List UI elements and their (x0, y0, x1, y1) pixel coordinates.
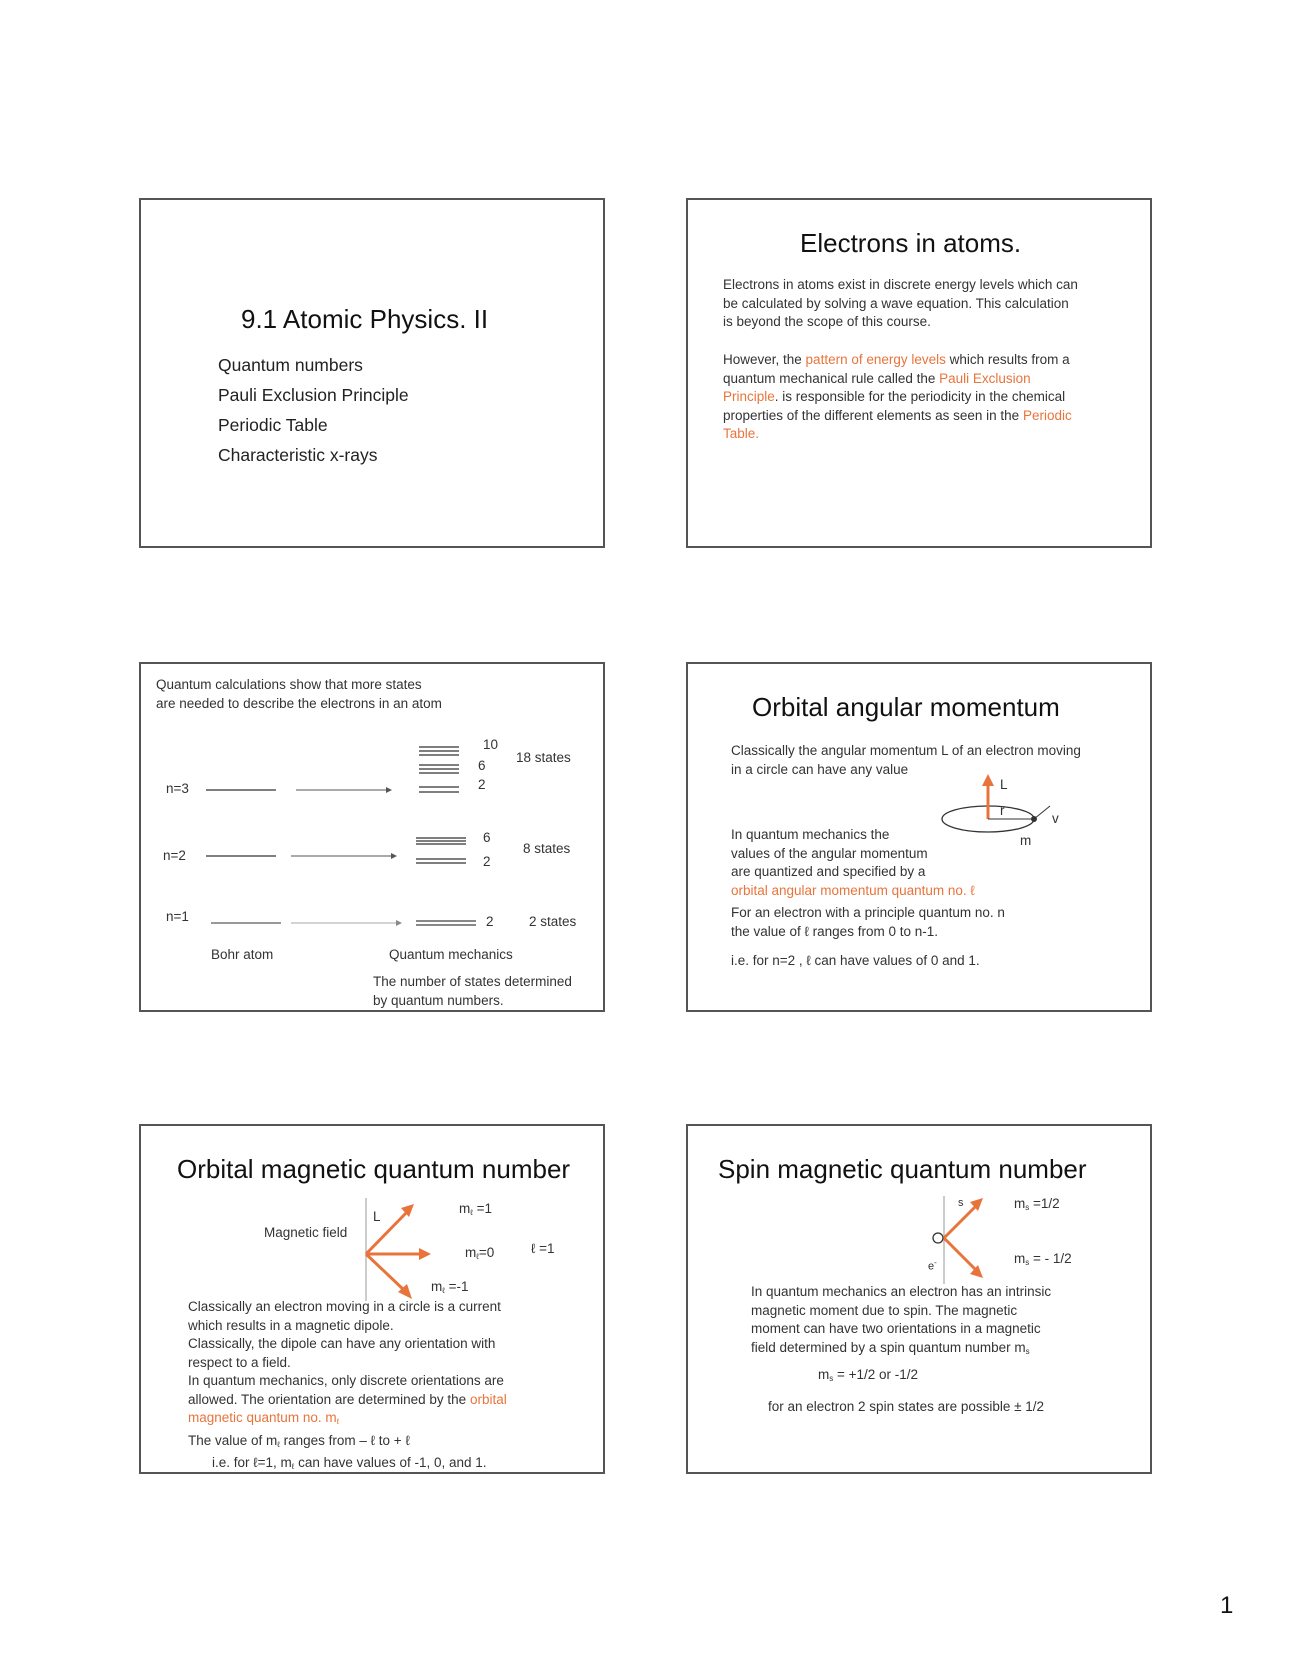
states-label: 18 states (516, 750, 571, 765)
text: However, the (723, 352, 806, 367)
text-line: in a circle can have any value (731, 761, 909, 777)
text-line (188, 1432, 507, 1455)
subscript: ℓ (470, 1208, 473, 1217)
text-line: In quantum mechanics the (731, 827, 890, 842)
diagram-label (928, 1254, 937, 1276)
text: =0 (478, 1245, 495, 1260)
text: =1/2 (1029, 1196, 1060, 1211)
diagram-label: L (1000, 777, 1008, 792)
paragraph (751, 1283, 1051, 1361)
states-label: 2 states (529, 914, 577, 929)
text-line: which results in a magnetic dipole. (188, 1317, 394, 1333)
caption: Quantum mechanics (389, 947, 513, 962)
text: properties of the different elements as seen in the (723, 407, 1023, 423)
spin-down-arrow (944, 1238, 976, 1270)
slide-title: Orbital angular momentum (752, 692, 1060, 722)
topic-item: Pauli Exclusion Principle (218, 385, 409, 405)
page-number: 1 (1220, 1592, 1234, 1619)
text: =1 (472, 1201, 492, 1216)
text-line: by quantum numbers. (373, 992, 504, 1008)
l-value-label: ℓ =1 (531, 1241, 555, 1256)
text-line: are quantized and specified by a (731, 864, 926, 879)
paragraph (731, 904, 1005, 941)
arrowhead (419, 1248, 431, 1260)
text: = +1/2 or -1/2 (833, 1367, 919, 1382)
slide-5 (139, 1124, 605, 1474)
count-label: 2 (483, 854, 491, 869)
text: allowed. The orientation are determined by the (188, 1391, 470, 1407)
arrowhead (391, 853, 397, 859)
text-line (723, 388, 1072, 407)
count-label: 6 (483, 830, 491, 845)
diagram-label: v (1052, 811, 1059, 826)
count-label: 6 (478, 758, 486, 773)
ms-label (1014, 1250, 1072, 1273)
superscript: - (934, 1258, 937, 1267)
paragraph (731, 826, 975, 900)
arrowhead (396, 920, 402, 926)
example-text: i.e. for n=2 , ℓ can have values of 0 and 1. (731, 953, 980, 968)
paragraph (188, 1298, 507, 1474)
diagram-label: s (958, 1197, 964, 1209)
text-line (751, 1339, 1051, 1362)
text-line: Electrons in atoms exist in discrete energy levels which can (723, 277, 1078, 292)
states-text: for an electron 2 spin states are possible ± 1/2 (768, 1399, 1045, 1414)
diagram-label: r (1000, 803, 1005, 818)
slide-title: 9.1 Atomic Physics. II (241, 304, 489, 334)
topic-item: Characteristic x-rays (218, 445, 378, 465)
text-line: In quantum mechanics an electron has an intrinsic (751, 1284, 1052, 1299)
text-line: The number of states determined (373, 974, 572, 989)
subscript: ℓ (476, 1252, 479, 1261)
slide-title: Orbital magnetic quantum number (177, 1154, 571, 1184)
count-label: 10 (483, 737, 499, 752)
text-line: are needed to describe the electrons in an atom (156, 695, 442, 711)
highlight: orbital angular momentum quantum no. ℓ (731, 882, 975, 898)
ml-label (459, 1200, 492, 1223)
level-label: n=1 (166, 909, 189, 924)
text-line: Classically an electron moving in a circle is a current (188, 1299, 501, 1314)
electron-circle (933, 1233, 943, 1243)
subscript: s (1025, 1203, 1030, 1212)
text-line: is beyond the scope of this course. (723, 314, 931, 329)
text: can have values of -1, 0, and 1. (294, 1455, 487, 1470)
slide-title: Electrons in atoms. (800, 228, 1022, 258)
caption: Bohr atom (211, 947, 274, 962)
diagram-label: m (1020, 833, 1032, 848)
text: = - 1/2 (1029, 1251, 1072, 1266)
arrowhead (982, 774, 994, 786)
subscript: ℓ (277, 1439, 280, 1449)
topic-item: Quantum numbers (218, 355, 363, 375)
level-label: n=2 (163, 848, 186, 863)
highlight: magnetic quantum no. m (188, 1410, 337, 1425)
slide-title: Spin magnetic quantum number (718, 1154, 1087, 1184)
text-line (723, 370, 1072, 389)
text-line: In quantum mechanics, only discrete orientations are (188, 1373, 504, 1388)
text-line (723, 351, 1072, 370)
subscript: s (829, 1374, 834, 1383)
slide-3 (139, 662, 605, 1012)
ml-label (465, 1244, 494, 1267)
slide-1 (139, 198, 605, 548)
subscript: s (1025, 1346, 1030, 1356)
subscript: ℓ (336, 1417, 340, 1426)
paragraph (723, 276, 1078, 332)
slide-2 (686, 198, 1152, 548)
text-line: Quantum calculations show that more states (156, 677, 422, 692)
text: which results from a (945, 352, 1070, 367)
text: m (431, 1279, 443, 1294)
text-line: For an electron with a principle quantum no. n (731, 905, 1005, 920)
text-line: respect to a field. (188, 1354, 291, 1370)
ms-label (1014, 1195, 1060, 1218)
count-label: 2 (478, 777, 486, 792)
subscript: ℓ (442, 1286, 445, 1295)
highlight: orbital (469, 1391, 507, 1407)
ml-minus1-arrow (366, 1254, 405, 1291)
text: The value of m (188, 1432, 278, 1448)
text: m (465, 1245, 477, 1260)
text-line: Classically the angular momentum L of an electron moving (731, 743, 1081, 758)
field-label: Magnetic field (264, 1225, 348, 1240)
text: ranges from – ℓ to + ℓ (279, 1432, 410, 1448)
diagram-label: L (373, 1209, 381, 1224)
equation (818, 1366, 918, 1389)
subscript: ℓ (291, 1462, 295, 1471)
text: m (1014, 1251, 1026, 1266)
paragraph (723, 351, 1072, 444)
text: m (818, 1367, 830, 1382)
text: i.e. for ℓ=1, m (212, 1455, 292, 1470)
slide-4 (686, 662, 1152, 1012)
text-line: be calculated by solving a wave equation. This calculation (723, 295, 1069, 311)
text-line: Classically, the dipole can have any orientation with (188, 1336, 496, 1351)
highlight: Pauli Exclusion (939, 370, 1031, 386)
text-line (188, 1454, 507, 1474)
note-text (373, 973, 572, 1010)
highlight: Periodic (1022, 407, 1072, 423)
text: e (928, 1260, 935, 1273)
text-line: the value of ℓ ranges from 0 to n-1. (731, 923, 938, 939)
highlight: pattern of energy levels (805, 352, 946, 367)
states-label: 8 states (523, 841, 571, 856)
slide-6 (686, 1124, 1152, 1474)
text: . is responsible for the periodicity in the chemical (774, 389, 1066, 404)
velocity-arrow (1034, 806, 1050, 819)
count-label: 2 (486, 914, 494, 929)
text-line (723, 407, 1072, 426)
topic-item: Periodic Table (218, 415, 328, 435)
highlight: Principle (723, 389, 775, 404)
text: m (1014, 1196, 1026, 1211)
arrowhead (386, 787, 392, 793)
text-line: values of the angular momentum (731, 845, 928, 861)
text: field determined by a spin quantum number m (751, 1339, 1026, 1355)
text: quantum mechanical rule called the (723, 370, 940, 386)
subscript: s (1025, 1258, 1030, 1267)
text: =-1 (444, 1279, 469, 1294)
text-line (188, 1391, 507, 1410)
text-line: moment can have two orientations in a magnetic (751, 1321, 1041, 1336)
highlight: Table. (723, 426, 760, 441)
text-line (188, 1409, 507, 1432)
text-line: magnetic moment due to spin. The magnetic (751, 1302, 1018, 1318)
text: m (459, 1201, 471, 1216)
level-label: n=3 (166, 781, 189, 796)
